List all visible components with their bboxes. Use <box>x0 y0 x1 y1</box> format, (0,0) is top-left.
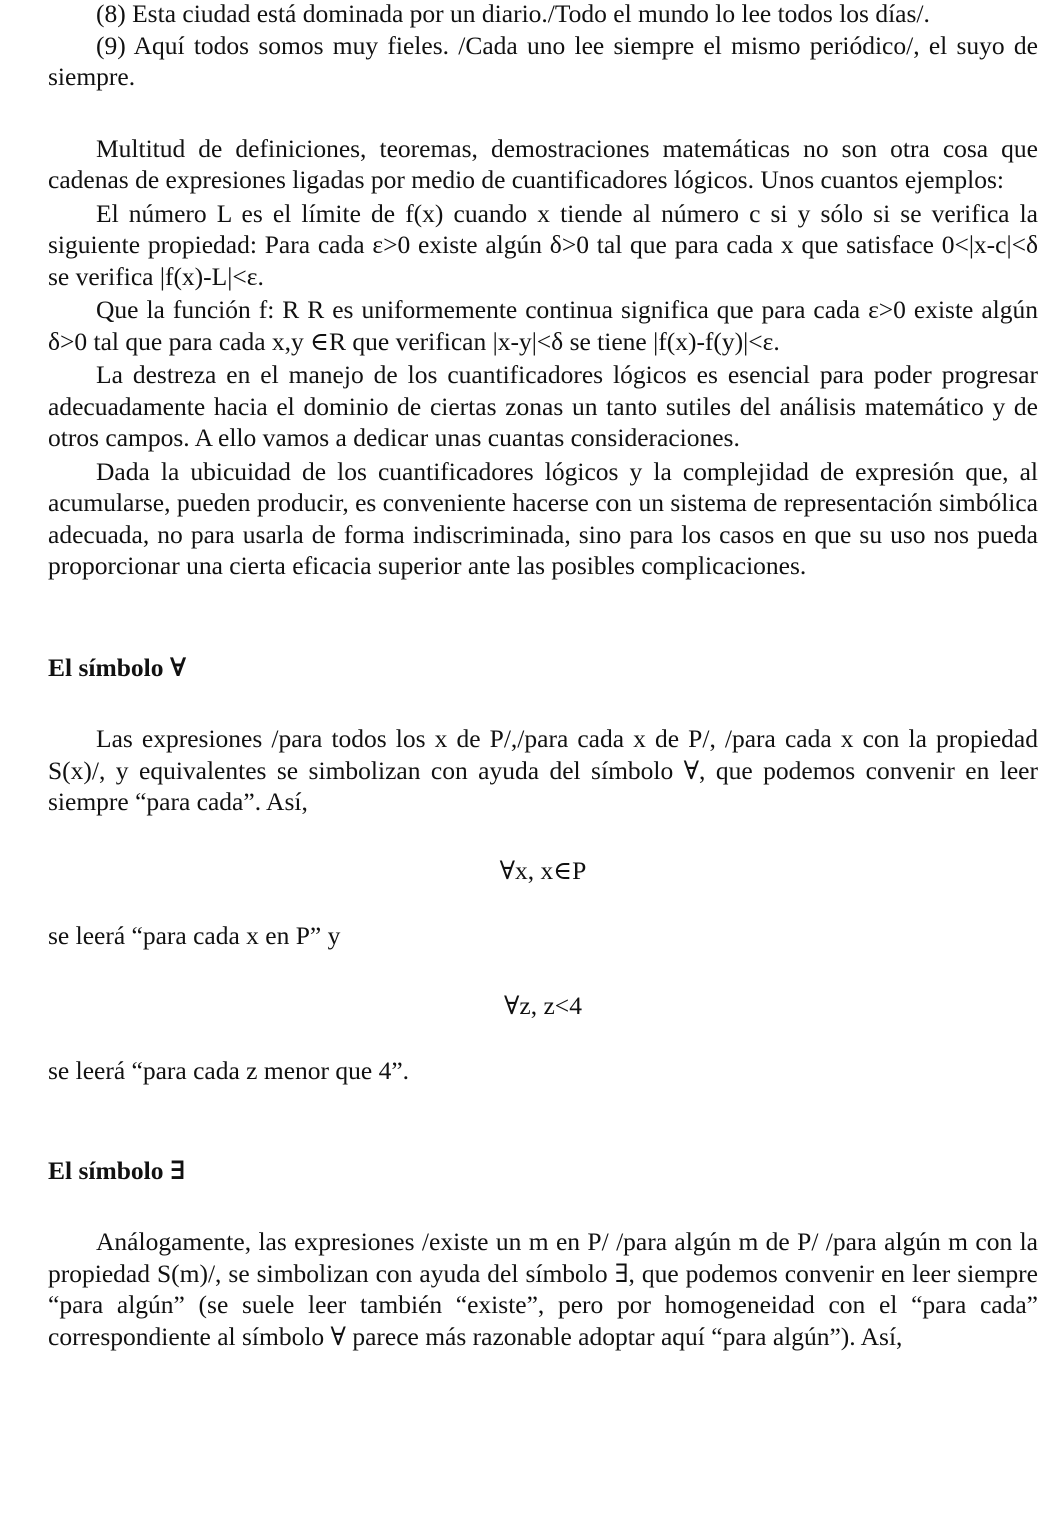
exists-heading: El símbolo ∃ <box>48 1155 186 1185</box>
forall-read-2: se leerá “para cada z menor que 4”. <box>48 1056 410 1085</box>
forall-formula-1: ∀x, x∈P <box>499 855 587 885</box>
forall-paragraph: Las expresiones /para todos los x de P/,/para cada x de P/, /para cada x con la propiedad S(x)/, y equivalentes se simbolizan con ayuda del símbolo ∀, que podemos convenir en leer siempre “para cada”. Así, <box>48 724 1038 816</box>
example-line-8: (8) Esta ciudad está dominada por un diario./Todo el mundo lo lee todos los días/. <box>96 0 930 28</box>
forall-formula-2: ∀z, z<4 <box>504 990 582 1020</box>
quantifier-skill-paragraph: La destreza en el manejo de los cuantificadores lógicos es esencial para poder progresar adecuadamente hacia el dominio de ciertas zonas un tanto sutiles del análisis matemático y de otros campos. A ello vamos a dedicar unas cuantas consideraciones. <box>48 360 1038 452</box>
intro-paragraph: Multitud de definiciones, teoremas, demostraciones matemáticas no son otra cosa que cadenas de expresiones ligadas por medio de cuantificadores lógicos. Unos cuantos ejemplos: <box>48 133 1038 194</box>
exists-paragraph: Análogamente, las expresiones /existe un m en P/ /para algún m de P/ /para algún m con la propiedad S(m)/, se simbolizan con ayuda del símbolo ∃, que podemos convenir en leer siempre “para algún” (se suele leer también “existe”, pero por homogeneidad con el “para cada” correspondiente al símbolo ∀ parece más razonable adoptar aquí “para algún”). Así, <box>48 1227 1038 1351</box>
forall-read-1: se leerá “para cada x en P” y <box>48 921 341 950</box>
uniform-continuity-paragraph: Que la función f: R R es uniformemente continua significa que para cada ε>0 existe algún δ>0 tal que para cada x,y ∈R que verifican |x-y|<δ se tiene |f(x)-f(y)|<ε. <box>48 295 1038 356</box>
limit-definition-paragraph: El número L es el límite de f(x) cuando x tiende al número c si y sólo si se verifica la siguiente propiedad: Para cada ε>0 existe algún δ>0 tal que para cada x que satisface 0<|x-c|<δ se verifica |f(x)-L|<ε. <box>48 198 1038 291</box>
document-page <box>48 0 1038 1352</box>
symbolic-representation-paragraph: Dada la ubicuidad de los cuantificadores lógicos y la complejidad de expresión que, al acumularse, pueden producir, es conveniente hacerse con un sistema de representación simbólica adecuada, no para usarla de forma indiscriminada, sino para los casos en que su uso nos pueda proporcionar una cierta eficacia superior ante las posibles complicaciones. <box>48 456 1038 580</box>
forall-heading: El símbolo ∀ <box>48 652 187 682</box>
example-line-9: (9) Aquí todos somos muy fieles. /Cada uno lee siempre el mismo periódico/, el suyo de siempre. <box>48 30 1038 91</box>
